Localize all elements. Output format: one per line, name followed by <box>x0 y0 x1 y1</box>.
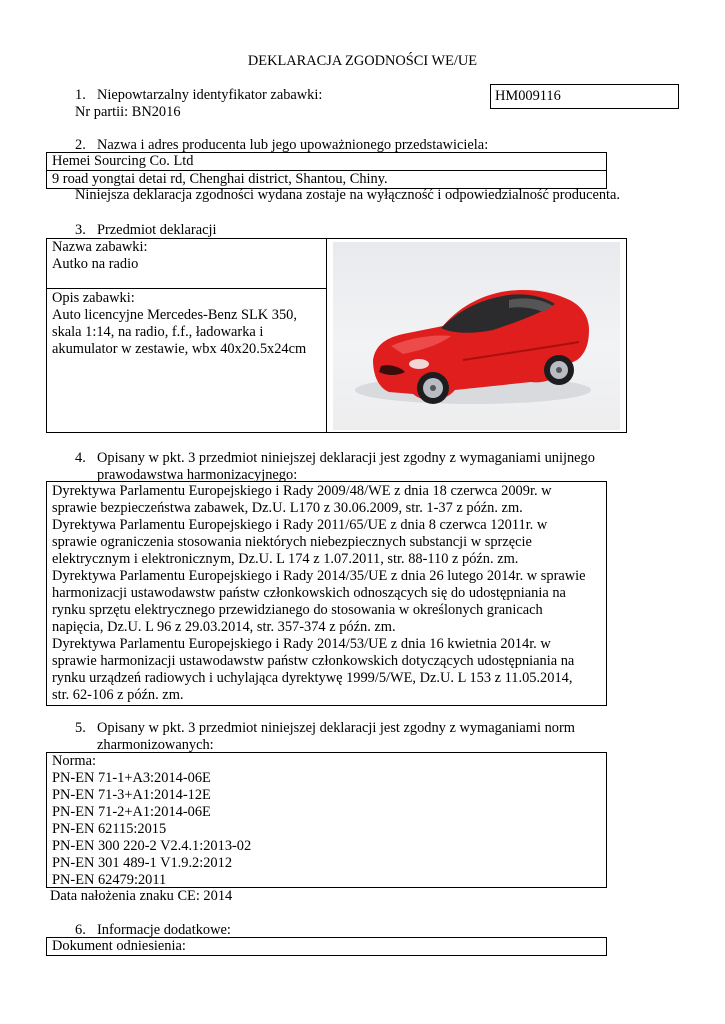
reference-document-box <box>46 937 607 956</box>
document-title: DEKLARACJA ZGODNOŚCI WE/UE <box>247 53 478 69</box>
legislation-line: sprawie ograniczenia stosowania niektórych niebezpiecznych substancji w sprzęcie <box>52 534 532 550</box>
standard-item: PN-EN 300 220-2 V2.4.1:2013-02 <box>52 838 252 854</box>
section-1-heading: Niepowtarzalny identyfikator zabawki: <box>97 87 323 103</box>
standard-item: PN-EN 62479:2011 <box>52 872 167 888</box>
toy-name-label: Nazwa zabawki: <box>52 239 148 255</box>
toy-description-label: Opis zabawki: <box>52 290 135 306</box>
standards-box <box>46 752 607 888</box>
standards-label: Norma: <box>52 753 96 769</box>
section-3-heading: Przedmiot deklaracji <box>97 222 217 238</box>
legislation-box <box>46 481 607 706</box>
toy-photo <box>333 242 620 430</box>
standard-item: PN-EN 301 489-1 V1.9.2:2012 <box>52 855 233 871</box>
section-4-number: 4. <box>75 450 86 466</box>
red-car-image <box>333 242 620 430</box>
subject-table-row-divider <box>46 288 327 289</box>
producer-name-box <box>46 152 607 171</box>
legislation-line: sprawie bezpieczeństwa zabawek, Dz.U. L170 z 30.06.2009, str. 1-37 z późn. zm. <box>52 500 523 516</box>
section-5-heading-line: zharmonizowanych: <box>97 737 214 753</box>
subject-table-divider <box>326 238 327 433</box>
responsibility-note: Niniejsza deklaracja zgodności wydana zostaje na wyłączność i odpowiedzialność producenta. <box>75 187 621 203</box>
section-4-heading-line: Opisany w pkt. 3 przedmiot niniejszej deklaracji jest zgodny z wymaganiami unijnego <box>97 450 595 466</box>
standard-item: PN-EN 71-2+A1:2014-06E <box>52 804 211 820</box>
section-3-number: 3. <box>75 222 86 238</box>
toy-description-cell <box>47 290 306 358</box>
legislation-line: rynku urządzeń radiowych i uchylająca dyrektywę 1999/5/WE, Dz.U. L 153 z 11.05.2014, <box>52 670 573 686</box>
legislation-line: Dyrektywa Parlamentu Europejskiego i Rady 2009/48/WE z dnia 18 czerwca 2009r. w <box>52 483 552 499</box>
legislation-line: Dyrektywa Parlamentu Europejskiego i Rady 2014/53/UE z dnia 16 kwietnia 2014r. w <box>52 636 551 652</box>
standard-item: PN-EN 71-3+A1:2014-12E <box>52 787 211 803</box>
standards-list <box>47 753 251 889</box>
legislation-line: rynku sprzętu elektrycznego przewidzianego do stosowania w określonych granicach <box>52 602 543 618</box>
toy-name-value: Autko na radio <box>52 256 139 272</box>
producer-name: Hemei Sourcing Co. Ltd <box>52 153 194 169</box>
section-2-heading: Nazwa i adres producenta lub jego upoważnionego przedstawiciela: <box>97 137 489 153</box>
legislation-line: str. 62-106 z późn. zm. <box>52 687 184 703</box>
toy-name-cell <box>47 239 148 273</box>
section-5-heading-line: Opisany w pkt. 3 przedmiot niniejszej deklaracji jest zgodny z wymaganiami norm <box>97 720 575 736</box>
section-1-number: 1. <box>75 87 86 103</box>
toy-identifier-box <box>490 84 679 109</box>
legislation-line: Dyrektywa Parlamentu Europejskiego i Rady 2011/65/UE z dnia 8 czerwca 12011r. w <box>52 517 548 533</box>
reference-document-label: Dokument odniesienia: <box>52 938 186 954</box>
section-6-heading: Informacje dodatkowe: <box>97 922 231 938</box>
legislation-line: sprawie harmonizacji ustawodawstw państw członkowskich dotyczących udostępniania na <box>52 653 575 669</box>
producer-address: 9 road yongtai detai rd, Chenghai district, Shantou, Chiny. <box>52 171 388 187</box>
legislation-line: napięcia, Dz.U. L 96 z 29.03.2014, str. 357-374 z późn. zm. <box>52 619 396 635</box>
section-2-number: 2. <box>75 137 86 153</box>
standard-item: PN-EN 62115:2015 <box>52 821 167 837</box>
legislation-line: Dyrektywa Parlamentu Europejskiego i Rady 2014/35/UE z dnia 26 lutego 2014r. w sprawie <box>52 568 586 584</box>
batch-number: Nr partii: BN2016 <box>75 104 181 120</box>
standard-item: PN-EN 71-1+A3:2014-06E <box>52 770 211 786</box>
ce-mark-date: Data nałożenia znaku CE: 2014 <box>50 888 233 904</box>
toy-description-line: Auto licencyjne Mercedes-Benz SLK 350, <box>52 307 297 323</box>
legislation-line: elektrycznym i elektronicznym, Dz.U. L 174 z 1.07.2011, str. 88-110 z późn. zm. <box>52 551 519 567</box>
toy-description-line: akumulator w zestawie, wbx 40x20.5x24cm <box>52 341 307 357</box>
section-6-number: 6. <box>75 922 86 938</box>
section-4-heading-line: prawodawstwa harmonizacyjnego: <box>97 467 298 483</box>
toy-identifier-value: HM009116 <box>495 88 561 104</box>
legislation-line: harmonizacji ustawodawstw państw członkowskich odnoszących się do udostępniania na <box>52 585 566 601</box>
section-5-number: 5. <box>75 720 86 736</box>
toy-description-line: skala 1:14, na radio, f.f., ładowarka i <box>52 324 264 340</box>
legislation-list <box>47 483 586 704</box>
